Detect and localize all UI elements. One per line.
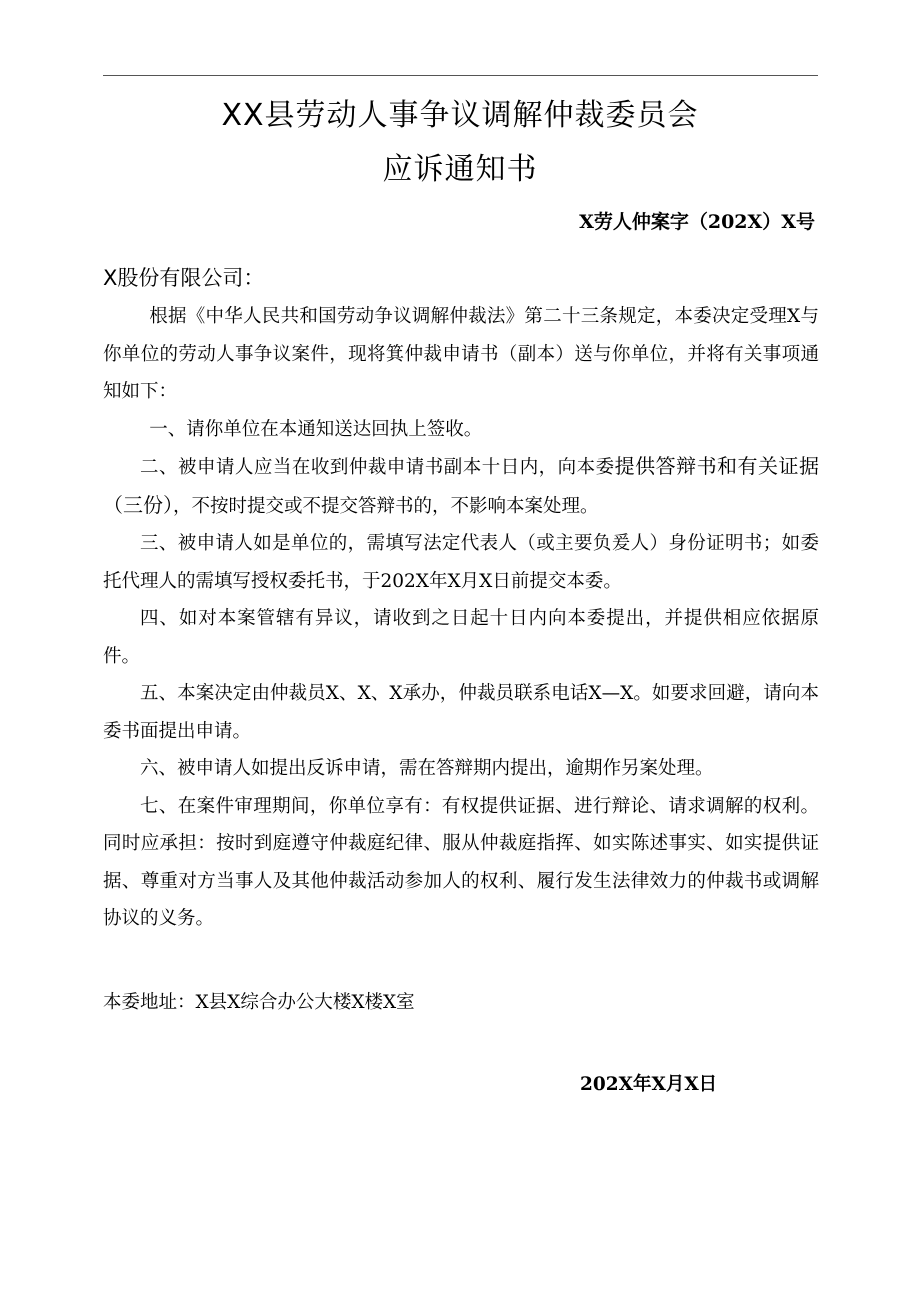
item-2 [103,448,819,525]
document-title: XX县劳动人事争议调解仲裁委员会 [221,98,699,133]
item-5: 五、本案决定由仲裁员X、X、X承办，仲裁员联系电话X—X。如要求回避，请向本委书面提出申请。 [103,683,819,742]
document-subtitle: 应诉通知书 [382,152,538,187]
item-1: 一、请你单位在本通知送达回执上签收。 [149,418,483,440]
item-7: 七、在案件审理期间，你单位享有：有权提供证据、进行辩论、请求调解的权利。同时应承担：按时到庭遵守仲裁庭纪律、服从仲裁庭指挥、如实陈述事实、如实提供证据、尊重对方当事人及其他仲裁活动参加人的权利、履行发生法律效力的仲裁书或调解协议的义务。 [103,795,819,929]
notice-body [103,298,819,938]
intro-paragraph: 根据《中华人民共和国劳动争议调解仲裁法》第二十三条规定，本委决定受理X与你单位的劳动人事争议案件，现将箕仲裁申请书（副本）送与你单位，并将有关事项通知如下： [103,306,819,402]
item-2-text-b: ，不按时提交或不提交答辩书的，不影响本案处理。 [173,495,599,517]
recipient: X股份有限公司： [103,266,265,290]
item-4: 四、如对本案管辖有异议，请收到之日起十日内向本委提出，并提供相应依据原件。 [103,608,819,667]
issue-date: 202X年X月X日 [580,1074,718,1095]
item-3: 三、被申请人如是单位的，需填写法定代表人（或主要负爰人）身份证明书；如委托代理人的需填写授权委托书，于202X年X月X日前提交本委。 [103,533,819,592]
office-address: 本委地址：X县X综合办公大楼X楼X室 [103,992,415,1013]
header-rule [103,75,818,76]
item-6: 六、被申请人如提出反诉申请，需在答辩期内提出，逾期作另案处理。 [140,758,714,779]
item-2-emphasis: 提供答辩书和有关证据（三份） [103,454,819,517]
item-2-text-a: 二、被申请人应当在收到仲裁申请书副本十日内，向本委 [140,457,615,478]
case-number: X劳人仲案字（202X）X号 [579,211,815,233]
